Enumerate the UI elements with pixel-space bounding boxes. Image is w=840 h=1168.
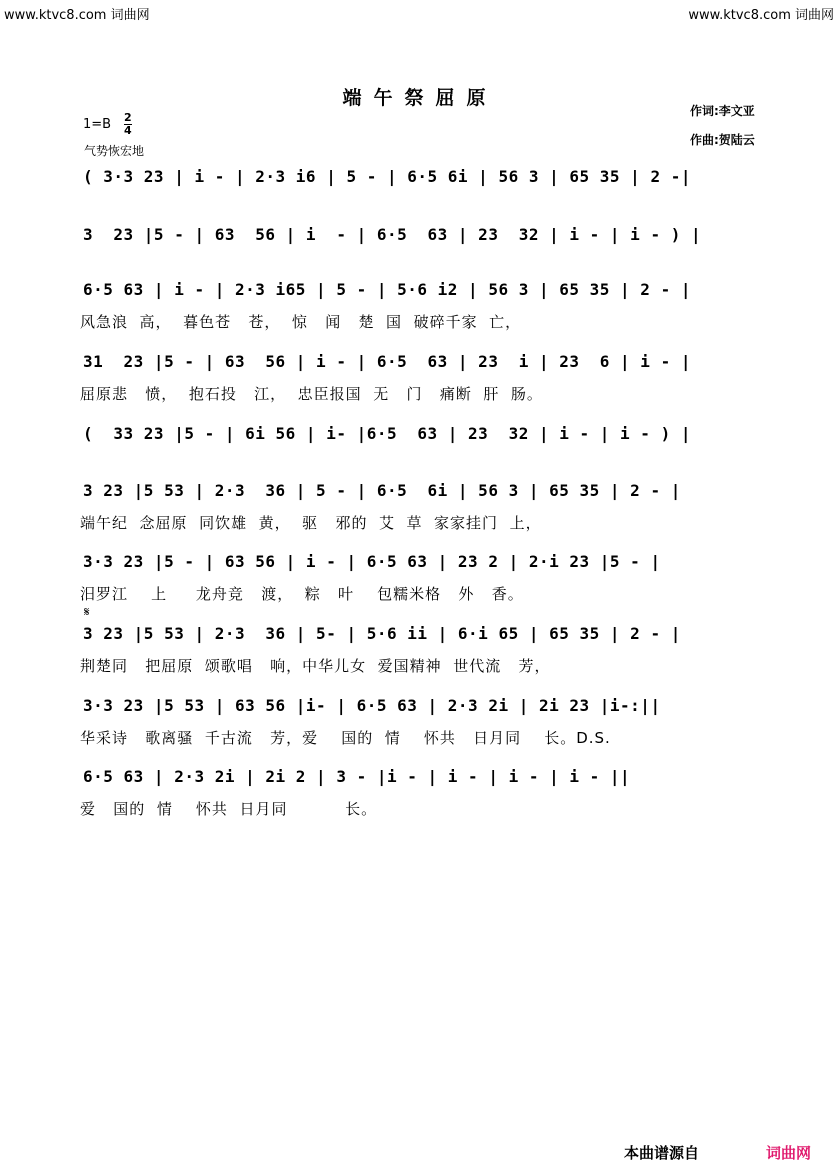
lyricist-credit: 作词:李文亚 — [690, 104, 755, 118]
time-signature — [124, 112, 132, 137]
time-signature-bottom: 4 — [124, 124, 132, 137]
song-title: 端午祭屈原 — [342, 87, 498, 109]
composer-credit: 作曲:贺陆云 — [690, 133, 755, 147]
notation-row: ( 3·3 23 | i - | 2·3 i6 | 5 - | 6·5 6i | 56 3 | 65 35 | 2 -| — [83, 167, 691, 186]
segno-icon: 𝄋 — [84, 605, 90, 620]
lyrics-line: 爱 国的 情 怀共 日月同 长。 — [80, 800, 378, 818]
lyrics-line: 华采诗 歌离骚 千古流 芳，爱 国的 情 怀共 日月同 长。D.S. — [80, 729, 611, 747]
notation-row: 3 23 |5 - | 63 56 | i - | 6·5 63 | 23 32 | i - | i - ) | — [83, 225, 702, 244]
notation-row: 3·3 23 |5 53 | 63 56 |i- | 6·5 63 | 2·3 2i | 2i 23 |i-:|| — [83, 696, 661, 715]
lyrics-line: 荆楚同 把屈原 颂歌唱 响，中华儿女 爱国精神 世代流 芳， — [80, 657, 551, 675]
time-signature-top: 2 — [124, 111, 132, 124]
lyrics-line: 风急浪 高， 暮色苍 苍， 惊 闻 楚 国 破碎千家 亡， — [80, 313, 522, 331]
notation-row: 6·5 63 | i - | 2·3 i65 | 5 - | 5·6 i2 | 56 3 | 65 35 | 2 - | — [83, 280, 691, 299]
lyrics-line: 屈原悲 愤， 抱石投 江， 忠臣报国 无 门 痛断 肝 肠。 — [80, 385, 543, 403]
site-watermark-right[interactable]: www.ktvc8.com 词曲网 — [688, 8, 834, 23]
footer-logo[interactable]: 词曲网 — [766, 1144, 812, 1162]
lyrics-line: 端午纪 念屈原 同饮雄 黄， 驱 邪的 艾 草 家家挂门 上， — [80, 514, 542, 532]
notation-row: 3 23 |5 53 | 2·3 36 | 5 - | 6·5 6i | 56 3 | 65 35 | 2 - | — [83, 481, 681, 500]
expression-mark: 气势恢宏地 — [84, 144, 145, 158]
notation-row: 6·5 63 | 2·3 2i | 2i 2 | 3 - |i - | i - | i - | i - || — [83, 767, 631, 786]
notation-row: ( 33 23 |5 - | 6i 56 | i- |6·5 63 | 23 32 | i - | i - ) | — [83, 424, 691, 443]
notation-row: 31 23 |5 - | 63 56 | i - | 6·5 63 | 23 i | 23 6 | i - | — [83, 352, 691, 371]
key-signature: 1=B — [83, 117, 112, 132]
footer-source-text: 本曲谱源自 — [624, 1144, 700, 1162]
site-watermark-left[interactable]: www.ktvc8.com 词曲网 — [4, 8, 150, 23]
lyrics-line: 汨罗江 上 龙舟竞 渡， 粽 叶 包糯米格 外 香。 — [80, 585, 524, 603]
notation-row: 3 23 |5 53 | 2·3 36 | 5- | 5·6 ii | 6·i 65 | 65 35 | 2 - | — [83, 624, 681, 643]
notation-row: 3·3 23 |5 - | 63 56 | i - | 6·5 63 | 23 2 | 2·i 23 |5 - | — [83, 552, 661, 571]
